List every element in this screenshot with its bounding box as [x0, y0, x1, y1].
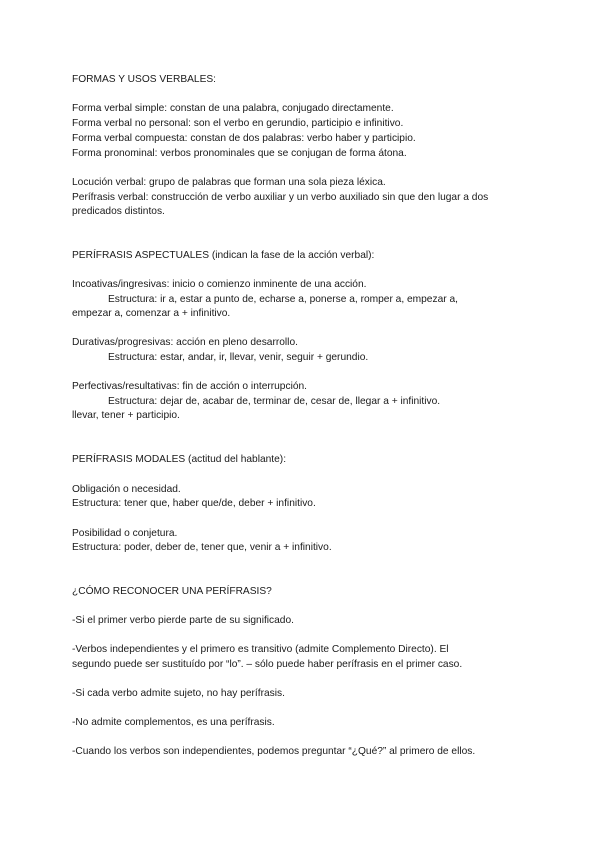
text-line: empezar a, comenzar a + infinitivo.: [72, 308, 231, 319]
text-line: Estructura: tener que, haber que/de, deber + infinitivo.: [72, 498, 316, 509]
text-line: Estructura: poder, deber de, tener que, venir a + infinitivo.: [72, 542, 332, 553]
text-line: predicados distintos.: [72, 206, 165, 217]
section-heading-perifrasis-modales: PERÍFRASIS MODALES (actitud del hablante):: [72, 454, 287, 465]
text-line: Forma verbal compuesta: constan de dos palabras: verbo haber y participio.: [72, 133, 416, 144]
text-line: -Si cada verbo admite sujeto, no hay perífrasis.: [72, 688, 285, 699]
text-line: Forma verbal no personal: son el verbo en gerundio, participio e infinitivo.: [72, 118, 404, 129]
text-line: Forma verbal simple: constan de una palabra, conjugado directamente.: [72, 103, 394, 114]
text-line: Perfectivas/resultativas: fin de acción o interrupción.: [72, 381, 307, 392]
text-line-indented: Estructura: estar, andar, ir, llevar, venir, seguir + gerundio.: [108, 352, 369, 363]
text-line: Locución verbal: grupo de palabras que forman una sola pieza léxica.: [72, 177, 386, 188]
text-line-indented: Estructura: ir a, estar a punto de, echarse a, ponerse a, romper a, empezar a,: [108, 294, 458, 305]
text-line: Incoativas/ingresivas: inicio o comienzo inminente de una acción.: [72, 279, 367, 290]
text-line: Forma pronominal: verbos pronominales que se conjugan de forma átona.: [72, 148, 407, 159]
text-line: -Si el primer verbo pierde parte de su significado.: [72, 615, 294, 626]
text-line: Obligación o necesidad.: [72, 484, 181, 495]
text-line: -Verbos independientes y el primero es transitivo (admite Complemento Directo). El: [72, 644, 449, 655]
section-heading-formas-usos: FORMAS Y USOS VERBALES:: [72, 74, 216, 85]
text-line-indented: Estructura: dejar de, acabar de, terminar de, cesar de, llegar a + infinitivo.: [108, 396, 441, 407]
text-line: -No admite complementos, es una perífrasis.: [72, 717, 275, 728]
section-heading-perifrasis-aspectuales: PERÍFRASIS ASPECTUALES (indican la fase de la acción verbal):: [72, 250, 375, 261]
text-line: Durativas/progresivas: acción en pleno desarrollo.: [72, 337, 298, 348]
text-line: llevar, tener + participio.: [72, 410, 180, 421]
text-line: segundo puede ser sustituído por “lo”. – sólo puede haber perífrasis en el primer caso.: [72, 659, 463, 670]
text-line: Posibilidad o conjetura.: [72, 528, 178, 539]
section-heading-como-reconocer: ¿CÓMO RECONOCER UNA PERÍFRASIS?: [72, 586, 272, 597]
text-line: -Cuando los verbos son independientes, podemos preguntar “¿Qué?” al primero de ellos.: [72, 746, 476, 757]
text-line: Perífrasis verbal: construcción de verbo auxiliar y un verbo auxiliado sin que den lugar a dos: [72, 192, 489, 203]
